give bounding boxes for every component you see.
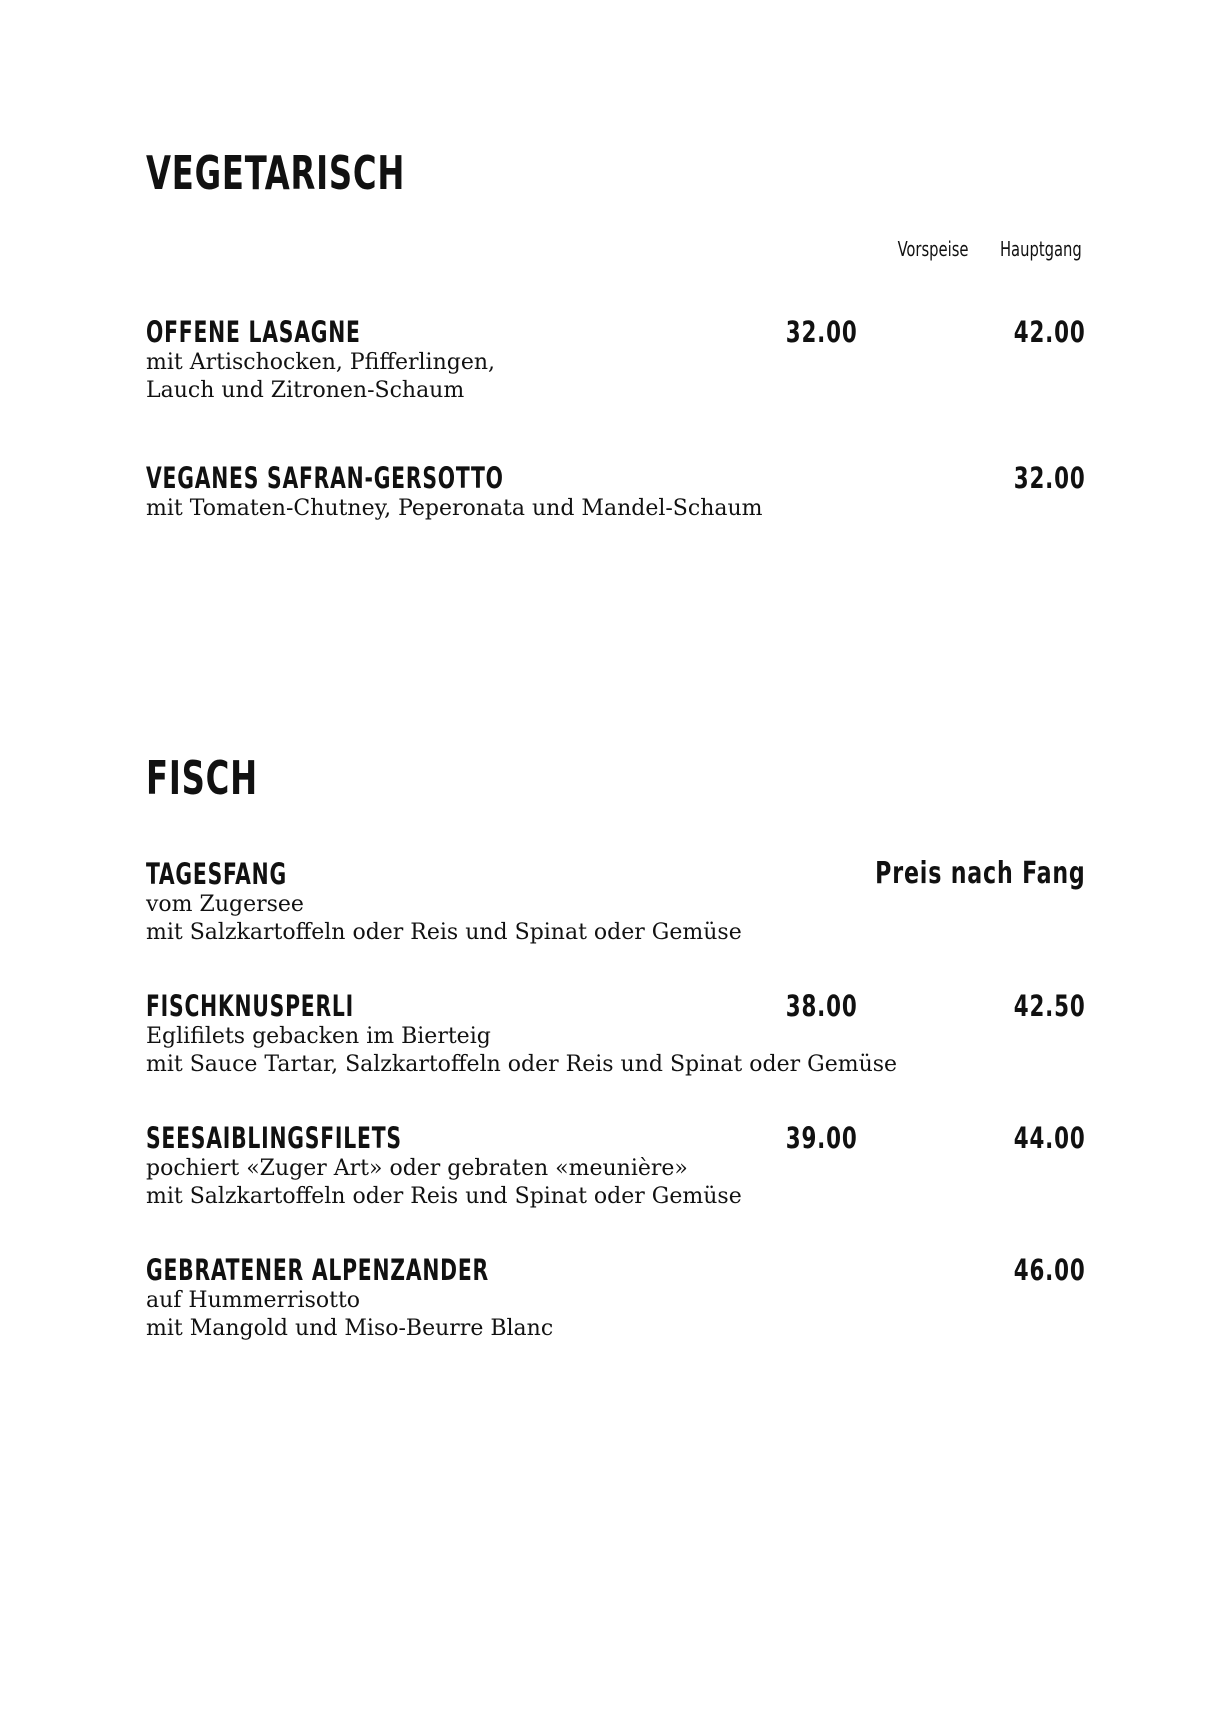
item-description [146, 1287, 1086, 1343]
item-description [146, 891, 1086, 947]
price-note: Preis nach Fang [875, 856, 1086, 891]
item-name: OFFENE LASAGNE [146, 315, 361, 349]
menu-item-tagesfang [146, 857, 1086, 947]
price-starter: 39.00 [786, 1121, 858, 1155]
description-line: mit Mangold und Miso-Beurre Blanc [146, 1316, 554, 1341]
price-starter: 32.00 [786, 315, 858, 349]
price-starter: 38.00 [786, 989, 858, 1023]
price-main: 44.00 [1014, 1121, 1086, 1155]
column-header-starter: Vorspeise [897, 237, 968, 261]
item-name: GEBRATENER ALPENZANDER [146, 1253, 490, 1287]
item-name: TAGESFANG [146, 857, 287, 891]
description-line: pochiert «Zuger Art» oder gebraten «meunière» [146, 1156, 688, 1181]
item-description [146, 349, 1086, 405]
price-main: 32.00 [1014, 461, 1086, 495]
price-main: 42.00 [1014, 315, 1086, 349]
menu-item-gebratener-alpenzander [146, 1253, 1086, 1343]
menu-item-veganes-safran-gersotto [146, 461, 1086, 523]
section-title-vegetarisch: VEGETARISCH [146, 146, 406, 200]
description-line: mit Artischocken, Pfifferlingen, [146, 350, 496, 375]
price-main: 42.50 [1014, 989, 1086, 1023]
price-main: 46.00 [1014, 1253, 1086, 1287]
item-name: FISCHKNUSPERLI [146, 989, 355, 1023]
menu-item-seesaiblingsfilets [146, 1121, 1086, 1211]
menu-item-fischknusperli [146, 989, 1086, 1079]
item-name: VEGANES SAFRAN-GERSOTTO [146, 461, 504, 495]
description-line: mit Salzkartoffeln oder Reis und Spinat oder Gemüse [146, 920, 742, 945]
description-line: auf Hummerrisotto [146, 1288, 361, 1313]
menu-item-offene-lasagne [146, 315, 1086, 405]
description-line: mit Tomaten-Chutney, Peperonata und Mandel-Schaum [146, 496, 763, 521]
item-description [146, 1155, 1086, 1211]
description-line: Lauch und Zitronen-Schaum [146, 378, 465, 403]
item-name: SEESAIBLINGSFILETS [146, 1121, 402, 1155]
description-line: vom Zugersee [146, 892, 304, 917]
column-header-main: Hauptgang [1000, 237, 1082, 261]
description-line: Eglifilets gebacken im Bierteig [146, 1024, 491, 1049]
item-description [146, 1023, 1086, 1079]
section-title-fisch: FISCH [146, 751, 258, 805]
description-line: mit Sauce Tartar, Salzkartoffeln oder Reis und Spinat oder Gemüse [146, 1052, 898, 1077]
description-line: mit Salzkartoffeln oder Reis und Spinat oder Gemüse [146, 1184, 742, 1209]
item-description [146, 495, 1086, 523]
